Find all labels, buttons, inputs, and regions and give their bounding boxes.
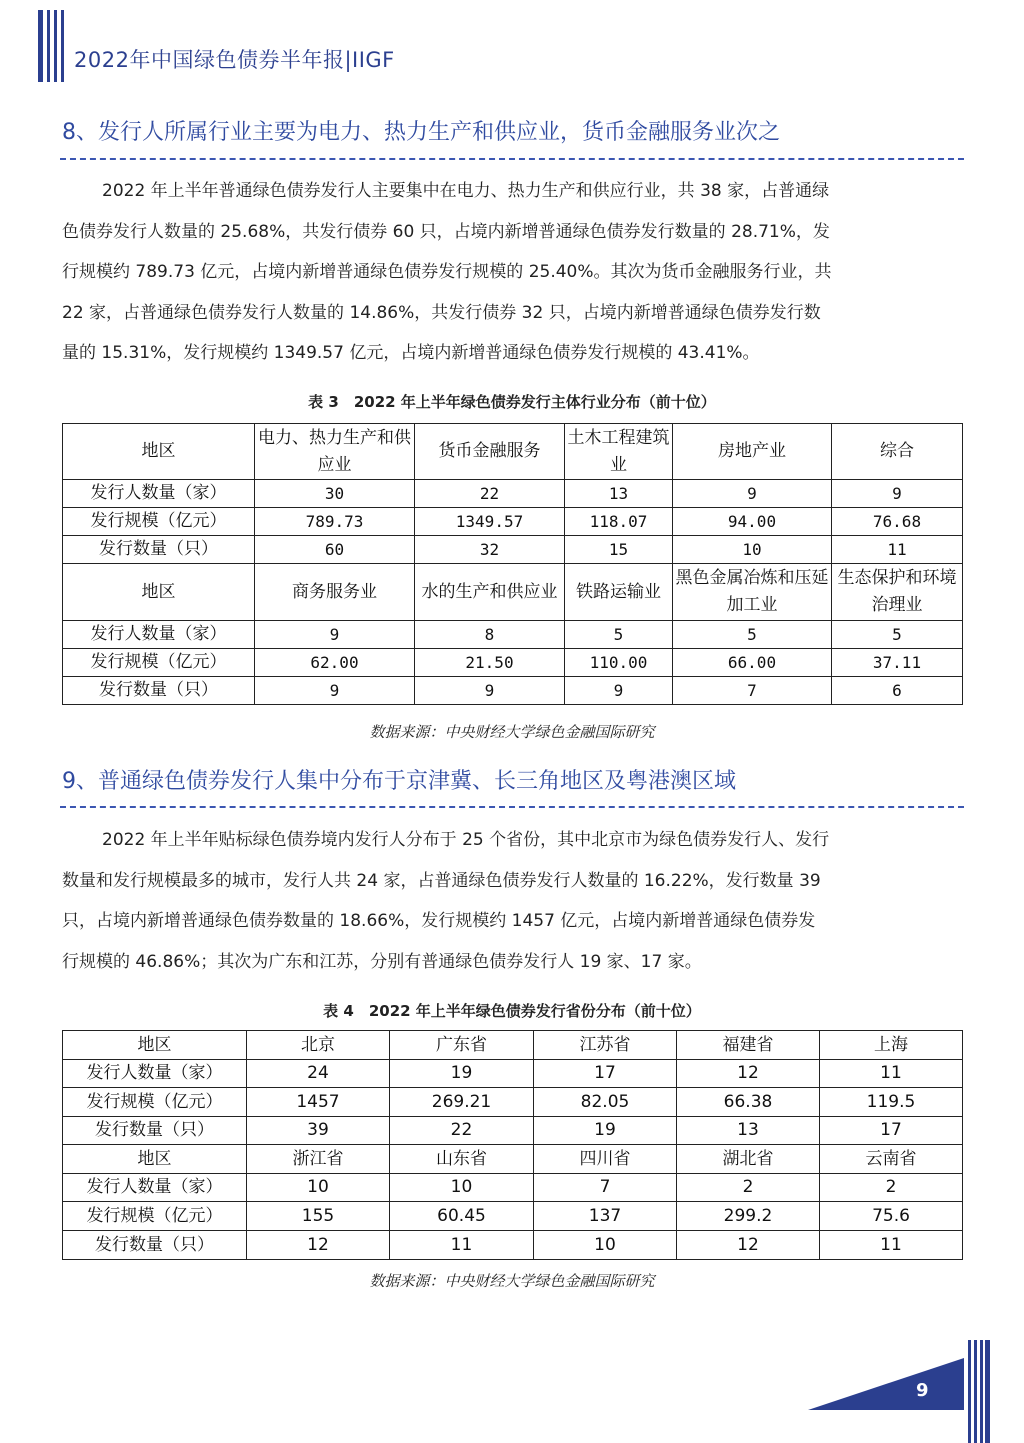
table-caption: 表 3 2022 年上半年绿色债券发行主体行业分布（前十位） <box>308 393 716 411</box>
paragraph-line: 行规模约 789.73 亿元，占境内新增普通绿色债券发行规模的 25.40%。其次为货币金融服务行业，共 <box>62 262 832 282</box>
table-cell: 15 <box>565 536 673 564</box>
table-cell: 30 <box>255 480 415 508</box>
table-cell: 10 <box>390 1174 534 1202</box>
table-cell: 5 <box>832 621 963 649</box>
table-cell: 32 <box>415 536 565 564</box>
section-divider <box>60 158 964 160</box>
table-row <box>63 1088 963 1117</box>
table-cell: 9 <box>832 480 963 508</box>
section-divider <box>60 806 964 808</box>
table-cell: 2 <box>677 1174 820 1202</box>
paragraph-line: 只，占境内新增普通绿色债券数量的 18.66%，发行规模约 1457 亿元，占境内新增普通绿色债券发 <box>62 911 816 931</box>
table-cell: 19 <box>390 1060 534 1088</box>
header-cell: 商务服务业 <box>255 564 415 621</box>
header-cell: 四川省 <box>534 1145 677 1174</box>
table-cell: 9 <box>565 677 673 705</box>
table-row <box>63 1117 963 1145</box>
header-cell: 江苏省 <box>534 1031 677 1060</box>
table-cell: 5 <box>565 621 673 649</box>
table-cell: 10 <box>534 1231 677 1260</box>
table-row <box>63 677 963 705</box>
paragraph-line: 行规模的 46.86%；其次为广东和江苏，分别有普通绿色债券发行人 19 家、17 家。 <box>62 951 702 972</box>
table-cell: 269.21 <box>390 1088 534 1117</box>
table-cell: 12 <box>677 1060 820 1088</box>
row-label: 发行数量（只） <box>63 677 255 705</box>
table-cell: 11 <box>390 1231 534 1260</box>
header-cell: 房地产业 <box>673 424 832 480</box>
header-cell: 上海 <box>820 1031 963 1060</box>
table-cell: 1457 <box>247 1088 390 1117</box>
table-row <box>63 1231 963 1260</box>
table-cell: 7 <box>673 677 832 705</box>
row-label: 发行规模（亿元） <box>63 649 255 677</box>
table-cell: 9 <box>415 677 565 705</box>
table-cell: 22 <box>415 480 565 508</box>
page-number: 9 <box>916 1380 929 1401</box>
table-cell: 37.11 <box>832 649 963 677</box>
table-cell: 17 <box>820 1117 963 1145</box>
footer-triangle-decor <box>808 1358 964 1410</box>
table-cell: 62.00 <box>255 649 415 677</box>
table-cell: 60.45 <box>390 1202 534 1231</box>
table-cell: 21.50 <box>415 649 565 677</box>
table-row <box>63 508 963 536</box>
header-cell: 地区 <box>63 1145 247 1174</box>
row-label: 发行人数量（家） <box>63 480 255 508</box>
table-cell: 19 <box>534 1117 677 1145</box>
table-cell: 17 <box>534 1060 677 1088</box>
table-cell: 66.38 <box>677 1088 820 1117</box>
header-cell: 地区 <box>63 424 255 480</box>
header-cell: 水的生产和供应业 <box>415 564 565 621</box>
header-cell: 山东省 <box>390 1145 534 1174</box>
table-cell: 2 <box>820 1174 963 1202</box>
row-label: 发行规模（亿元） <box>63 1088 247 1117</box>
row-label: 发行规模（亿元） <box>63 508 255 536</box>
table-cell: 789.73 <box>255 508 415 536</box>
table-caption: 表 4 2022 年上半年绿色债券发行省份分布（前十位） <box>323 1002 701 1020</box>
table-row <box>63 621 963 649</box>
section-paragraph-8 <box>62 171 962 374</box>
header-cell: 浙江省 <box>247 1145 390 1174</box>
table-cell: 10 <box>673 536 832 564</box>
header-cell: 电力、热力生产和供应业 <box>255 424 415 480</box>
table-cell: 39 <box>247 1117 390 1145</box>
table-cell: 13 <box>565 480 673 508</box>
paragraph-line: 2022 年上半年普通绿色债券发行人主要集中在电力、热力生产和供应行业，共 38 家，占普通绿 <box>102 181 830 201</box>
footer-decor-bars <box>968 1340 990 1443</box>
data-source: 数据来源：中央财经大学绿色金融国际研究 <box>369 1272 655 1290</box>
data-source: 数据来源：中央财经大学绿色金融国际研究 <box>369 723 655 741</box>
province-table <box>62 1030 963 1260</box>
table-row <box>63 1174 963 1202</box>
table-header-row <box>63 1031 963 1060</box>
table-cell: 60 <box>255 536 415 564</box>
section-heading-8: 8、发行人所属行业主要为电力、热力生产和供应业，货币金融服务业次之 <box>62 120 780 145</box>
table-cell: 5 <box>673 621 832 649</box>
table-cell: 24 <box>247 1060 390 1088</box>
table-cell: 11 <box>820 1231 963 1260</box>
row-label: 发行人数量（家） <box>63 1174 247 1202</box>
table-row <box>63 1202 963 1231</box>
table-cell: 1349.57 <box>415 508 565 536</box>
header-cell: 地区 <box>63 1031 247 1060</box>
table-row <box>63 536 963 564</box>
paragraph-line: 数量和发行规模最多的城市，发行人共 24 家，占普通绿色债券发行人数量的 16.22%，发行数量 39 <box>62 870 821 891</box>
table-row <box>63 649 963 677</box>
header-cell: 地区 <box>63 564 255 621</box>
row-label: 发行数量（只） <box>63 1231 247 1260</box>
header-cell: 铁路运输业 <box>565 564 673 621</box>
paragraph-line: 2022 年上半年贴标绿色债券境内发行人分布于 25 个省份，其中北京市为绿色债券发行人、发行 <box>102 830 830 850</box>
section-paragraph-9 <box>62 820 962 982</box>
table-cell: 82.05 <box>534 1088 677 1117</box>
table-header-row <box>63 564 963 621</box>
header-cell: 福建省 <box>677 1031 820 1060</box>
table-cell: 66.00 <box>673 649 832 677</box>
paragraph-line: 22 家，占普通绿色债券发行人数量的 14.86%，共发行债券 32 只，占境内新增普通绿色债券发行数 <box>62 302 821 323</box>
table-cell: 11 <box>820 1060 963 1088</box>
table-cell: 22 <box>390 1117 534 1145</box>
table-cell: 9 <box>673 480 832 508</box>
paragraph-line: 色债券发行人数量的 25.68%，共发行债券 60 只，占境内新增普通绿色债券发行数量的 28.71%，发 <box>62 221 830 242</box>
header-cell: 云南省 <box>820 1145 963 1174</box>
row-label: 发行数量（只） <box>63 1117 247 1145</box>
report-title: 2022年中国绿色债券半年报|IIGF <box>74 48 395 72</box>
table-cell: 110.00 <box>565 649 673 677</box>
table-cell: 76.68 <box>832 508 963 536</box>
industry-table <box>62 423 963 705</box>
section-heading-9: 9、普通绿色债券发行人集中分布于京津冀、长三角地区及粤港澳区域 <box>62 769 736 794</box>
table-cell: 155 <box>247 1202 390 1231</box>
table-row <box>63 1060 963 1088</box>
row-label: 发行规模（亿元） <box>63 1202 247 1231</box>
table-row <box>63 480 963 508</box>
header-cell: 货币金融服务 <box>415 424 565 480</box>
table-cell: 12 <box>677 1231 820 1260</box>
table-cell: 11 <box>832 536 963 564</box>
paragraph-line: 量的 15.31%，发行规模约 1349.57 亿元，占境内新增普通绿色债券发行规模的 43.41%。 <box>62 343 760 363</box>
header-cell: 广东省 <box>390 1031 534 1060</box>
header-cell: 生态保护和环境治理业 <box>832 564 963 621</box>
header-cell: 北京 <box>247 1031 390 1060</box>
table-cell: 7 <box>534 1174 677 1202</box>
table-header-row <box>63 424 963 480</box>
table-cell: 118.07 <box>565 508 673 536</box>
header-cell: 土木工程建筑业 <box>565 424 673 480</box>
table-cell: 299.2 <box>677 1202 820 1231</box>
table-cell: 8 <box>415 621 565 649</box>
table-cell: 75.6 <box>820 1202 963 1231</box>
table-cell: 119.5 <box>820 1088 963 1117</box>
table-cell: 13 <box>677 1117 820 1145</box>
table-cell: 9 <box>255 677 415 705</box>
row-label: 发行人数量（家） <box>63 621 255 649</box>
header-cell: 湖北省 <box>677 1145 820 1174</box>
table-cell: 94.00 <box>673 508 832 536</box>
header-cell: 黑色金属冶炼和压延加工业 <box>673 564 832 621</box>
row-label: 发行数量（只） <box>63 536 255 564</box>
header-cell: 综合 <box>832 424 963 480</box>
table-cell: 137 <box>534 1202 677 1231</box>
header-decor-bars <box>38 10 66 82</box>
table-cell: 9 <box>255 621 415 649</box>
table-cell: 10 <box>247 1174 390 1202</box>
row-label: 发行人数量（家） <box>63 1060 247 1088</box>
table-cell: 6 <box>832 677 963 705</box>
table-cell: 12 <box>247 1231 390 1260</box>
table-header-row <box>63 1145 963 1174</box>
